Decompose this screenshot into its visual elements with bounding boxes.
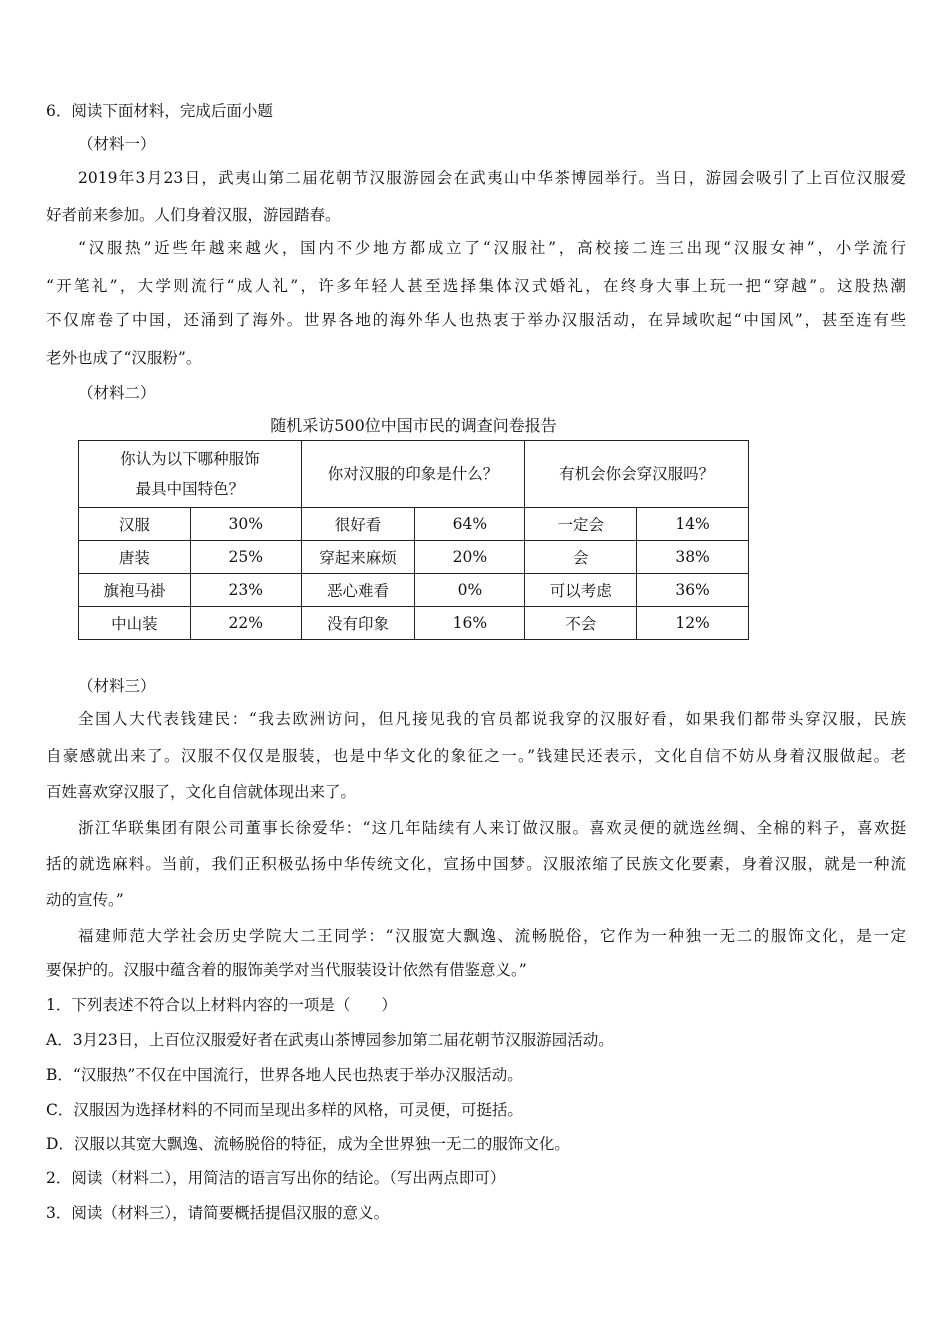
table-cell: 穿起来麻烦 <box>301 541 415 574</box>
table-cell: 64% <box>415 508 525 541</box>
table-cell: 22% <box>190 607 301 640</box>
question-heading: 6．阅读下面材料，完成后面小题 <box>46 102 273 120</box>
table-cell: 12% <box>637 607 749 640</box>
material3-line: 百姓喜欢穿汉服了，文化自信就体现出来了。 <box>46 783 357 801</box>
table-row <box>79 607 749 640</box>
table-cell: 16% <box>415 607 525 640</box>
question-3: 3．阅读（材料三），请简要概括提倡汉服的意义。 <box>46 1204 390 1222</box>
material1-label: （材料一） <box>78 135 156 153</box>
table-cell: 20% <box>415 541 525 574</box>
table-cell: 一定会 <box>525 508 637 541</box>
table-cell: 14% <box>637 508 749 541</box>
header-q3: 有机会你会穿汉服吗？ <box>525 441 749 508</box>
survey-table-title: 随机采访500位中国市民的调查问卷报告 <box>270 416 557 435</box>
material1-line: 好者前来参加。人们身着汉服，游园踏春。 <box>46 206 341 224</box>
material3-label: （材料三） <box>78 677 156 695</box>
option-d: D．汉服以其宽大飘逸、流畅脱俗的特征，成为全世界独一无二的服饰文化。 <box>46 1135 570 1153</box>
table-cell: 旗袍马褂 <box>79 574 191 607</box>
material3-line: 全国人大代表钱建民：“我去欧洲访问，但凡接见我的官员都说我穿的汉服好看，如果我们都带头穿汉服，民族 <box>78 710 906 728</box>
header-q2: 你对汉服的印象是什么？ <box>301 441 525 508</box>
option-a: A．3月23日，上百位汉服爱好者在武夷山茶博园参加第二届花朝节汉服游园活动。 <box>46 1031 614 1049</box>
material3-line: 福建师范大学社会历史学院大二王同学：“汉服宽大飘逸、流畅脱俗，它作为一种独一无二的服饰文化，是一定 <box>78 927 906 945</box>
material1-line: 不仅席卷了中国，还涌到了海外。世界各地的海外华人也热衷于举办汉服活动，在异域吹起“中国风”，甚至连有些 <box>46 311 906 329</box>
table-cell: 没有印象 <box>301 607 415 640</box>
question-2: 2．阅读（材料二），用简洁的语言写出你的结论。（写出两点即可） <box>46 1169 506 1187</box>
option-b: B．“汉服热”不仅在中国流行，世界各地人民也热衷于举办汉服活动。 <box>46 1066 523 1084</box>
table-cell: 25% <box>190 541 301 574</box>
material2-label: （材料二） <box>78 384 156 402</box>
material1-line: 老外也成了“汉服粉”。 <box>46 349 202 367</box>
option-c: C．汉服因为选择材料的不同而呈现出多样的风格，可灵便，可挺括。 <box>46 1101 523 1119</box>
material3-line: 自豪感就出来了。汉服不仅仅是服装，也是中华文化的象征之一。”钱建民还表示，文化自信不妨从身着汉服做起。老 <box>46 747 906 765</box>
survey-table <box>78 440 749 640</box>
table-cell: 23% <box>190 574 301 607</box>
material3-line: 要保护的。汉服中蕴含着的服饰美学对当代服装设计依然有借鉴意义。” <box>46 961 527 979</box>
table-cell: 38% <box>637 541 749 574</box>
table-row <box>79 541 749 574</box>
table-cell: 唐装 <box>79 541 191 574</box>
table-cell: 会 <box>525 541 637 574</box>
table-cell: 30% <box>190 508 301 541</box>
material1-line: “汉服热”近些年越来越火，国内不少地方都成立了“汉服社”，高校接二连三出现“汉服女神”，小学流行 <box>78 239 906 257</box>
table-row <box>79 508 749 541</box>
material3-line: 括的就选麻料。当前，我们正积极弘扬中华传统文化，宣扬中国梦。汉服浓缩了民族文化要素，身着汉服，就是一种流 <box>46 855 906 873</box>
table-cell: 恶心难看 <box>301 574 415 607</box>
table-header-row <box>79 441 749 508</box>
question-1: 1．下列表述不符合以上材料内容的一项是（ ） <box>46 996 397 1014</box>
table-row <box>79 574 749 607</box>
material3-line: 浙江华联集团有限公司董事长徐爱华：“这几年陆续有人来订做汉服。喜欢灵便的就选丝绸、全棉的料子，喜欢挺 <box>78 819 906 837</box>
table-cell: 汉服 <box>79 508 191 541</box>
material3-line: 动的宣传。” <box>46 891 124 909</box>
table-cell: 很好看 <box>301 508 415 541</box>
table-cell: 不会 <box>525 607 637 640</box>
table-cell: 中山装 <box>79 607 191 640</box>
material1-line: 2019年3月23日，武夷山第二届花朝节汉服游园会在武夷山中华茶博园举行。当日，游园会吸引了上百位汉服爱 <box>78 169 906 187</box>
table-cell: 36% <box>637 574 749 607</box>
table-cell: 0% <box>415 574 525 607</box>
header-q1: 你认为以下哪种服饰 最具中国特色？ <box>79 441 302 508</box>
material1-line: “开笔礼”，大学则流行“成人礼”，许多年轻人甚至选择集体汉式婚礼，在终身大事上玩一把“穿越”。这股热潮 <box>46 277 906 295</box>
table-cell: 可以考虑 <box>525 574 637 607</box>
